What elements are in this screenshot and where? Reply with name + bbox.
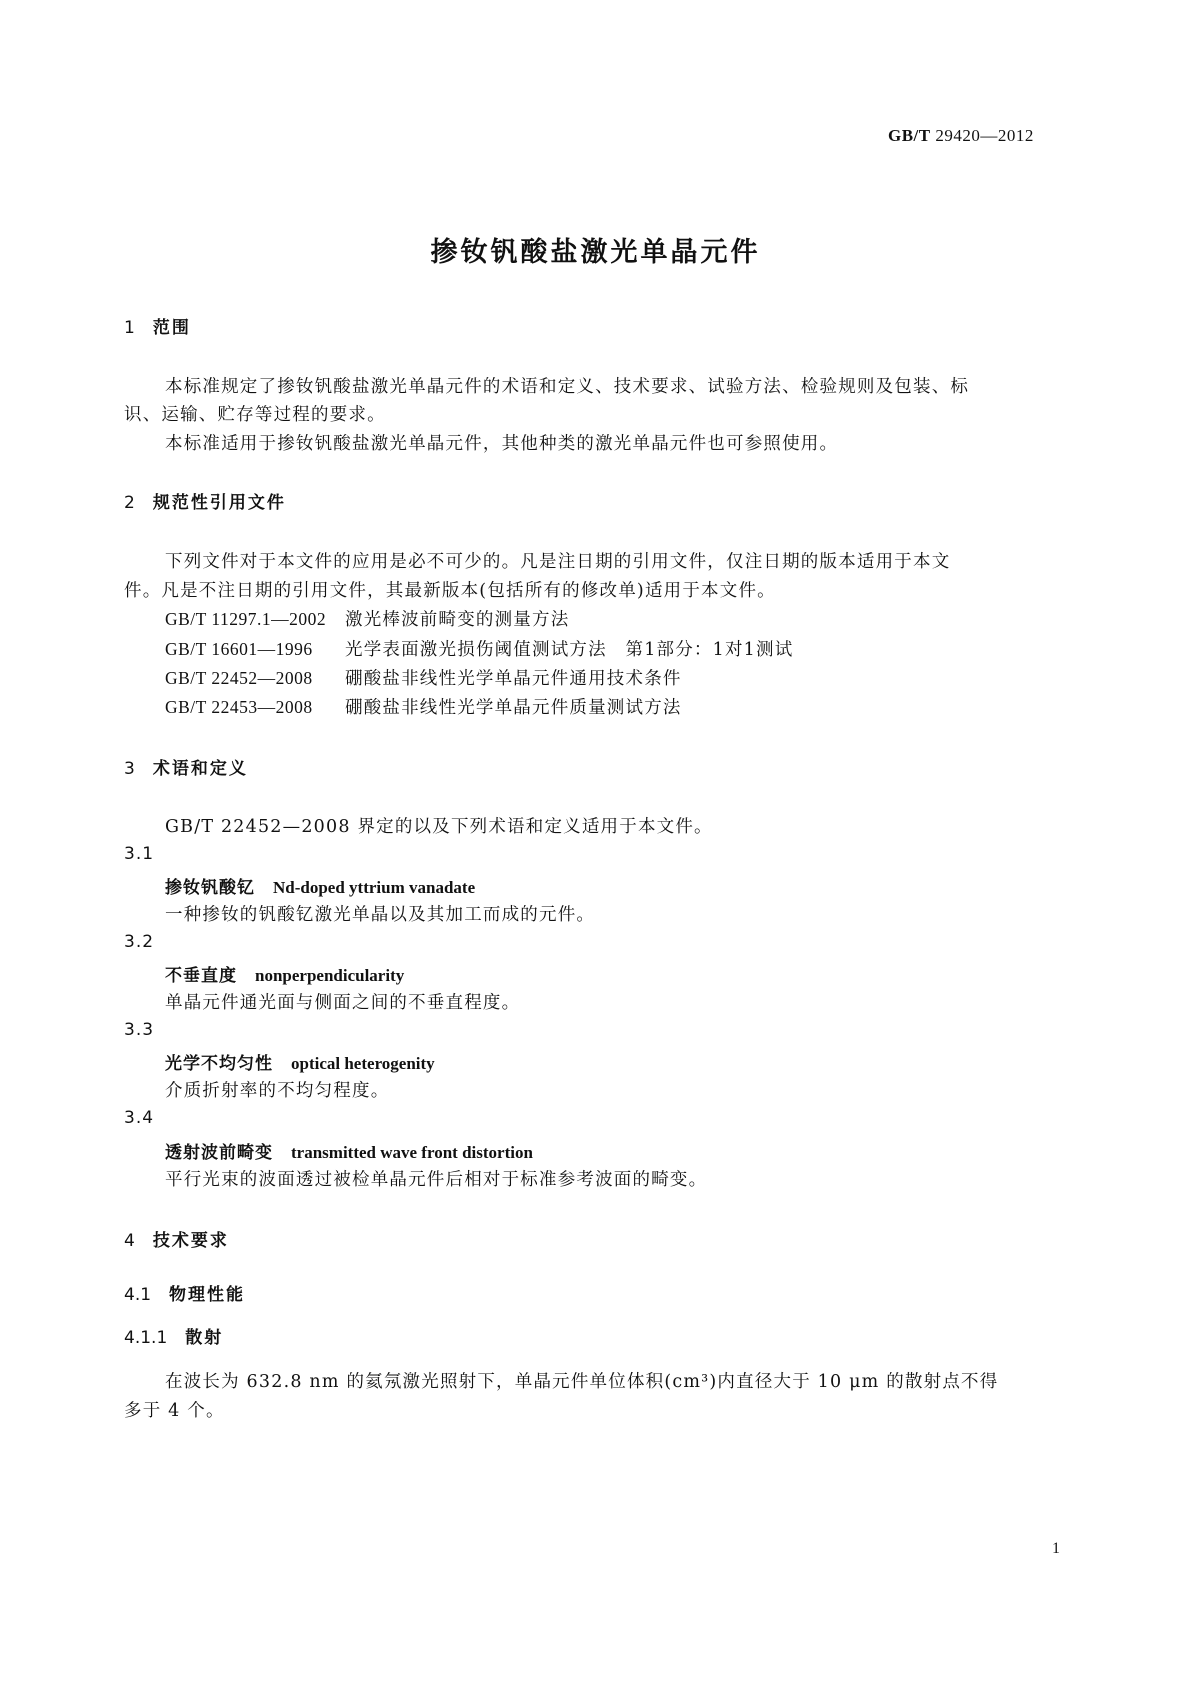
term-3-3-definition: 介质折射率的不均匀程度。 — [165, 1081, 390, 1101]
section-1-para1-line2: 识、运输、贮存等过程的要求。 — [124, 405, 386, 425]
reference-item: GB/T 22453—2008 硼酸盐非线性光学单晶元件质量测试方法 — [165, 697, 682, 718]
term-3-1-definition: 一种掺钕的钒酸钇激光单晶以及其加工而成的元件。 — [165, 905, 596, 925]
term-3-4-number: 3.4 — [124, 1108, 155, 1128]
section-1-heading: 1 范围 — [124, 318, 191, 338]
term-3-1-heading: 掺钕钒酸钇 Nd-doped yttrium vanadate — [165, 878, 476, 898]
document-title: 掺钕钒酸盐激光单晶元件 — [430, 237, 761, 268]
section-3-heading: 3 术语和定义 — [124, 759, 248, 779]
section-1-para2: 本标准适用于掺钕钒酸盐激光单晶元件，其他种类的激光单晶元件也可参照使用。 — [165, 434, 839, 454]
reference-item: GB/T 22452—2008 硼酸盐非线性光学单晶元件通用技术条件 — [165, 668, 682, 689]
term-3-2-definition: 单晶元件通光面与侧面之间的不垂直程度。 — [165, 993, 521, 1013]
section-1-para1-line1: 本标准规定了掺钕钒酸盐激光单晶元件的术语和定义、技术要求、试验方法、检验规则及包装、标 — [165, 377, 970, 397]
term-3-3-heading: 光学不均匀性 optical heterogenity — [165, 1054, 435, 1074]
term-3-2-heading: 不垂直度 nonperpendicularity — [165, 966, 405, 986]
term-3-2-number: 3.2 — [124, 932, 155, 952]
standard-number: GB/T 29420—2012 — [888, 126, 1034, 145]
section-2-para1-line2: 件。凡是不注日期的引用文件，其最新版本(包括所有的修改单)适用于本文件。 — [124, 581, 776, 601]
term-3-4-heading: 透射波前畸变 transmitted wave front distortion — [165, 1143, 533, 1163]
page-number: 1 — [1052, 1540, 1060, 1557]
section-4-1-1-para-line2: 多于 4 个。 — [124, 1401, 225, 1421]
section-4-1-1-para-line1: 在波长为 632.8 nm 的氦氖激光照射下，单晶元件单位体积(cm³)内直径大于 10 μm 的散射点不得 — [165, 1372, 999, 1392]
term-3-3-number: 3.3 — [124, 1020, 155, 1040]
reference-item: GB/T 16601—1996 光学表面激光损伤阈值测试方法 第1部分：1对1测试 — [165, 639, 794, 660]
reference-item: GB/T 11297.1—2002 激光棒波前畸变的测量方法 — [165, 609, 570, 630]
section-2-heading: 2 规范性引用文件 — [124, 493, 286, 513]
term-3-1-number: 3.1 — [124, 844, 155, 864]
section-2-para1-line1: 下列文件对于本文件的应用是必不可少的。凡是注日期的引用文件，仅注日期的版本适用于本文 — [165, 552, 951, 572]
section-4-heading: 4 技术要求 — [124, 1231, 229, 1251]
section-3-intro: GB/T 22452—2008 界定的以及下列术语和定义适用于本文件。 — [165, 817, 713, 837]
term-3-4-definition: 平行光束的波面透过被检单晶元件后相对于标准参考波面的畸变。 — [165, 1170, 708, 1190]
section-4-1-1-heading: 4.1.1 散射 — [124, 1328, 224, 1348]
section-4-1-heading: 4.1 物理性能 — [124, 1285, 246, 1305]
